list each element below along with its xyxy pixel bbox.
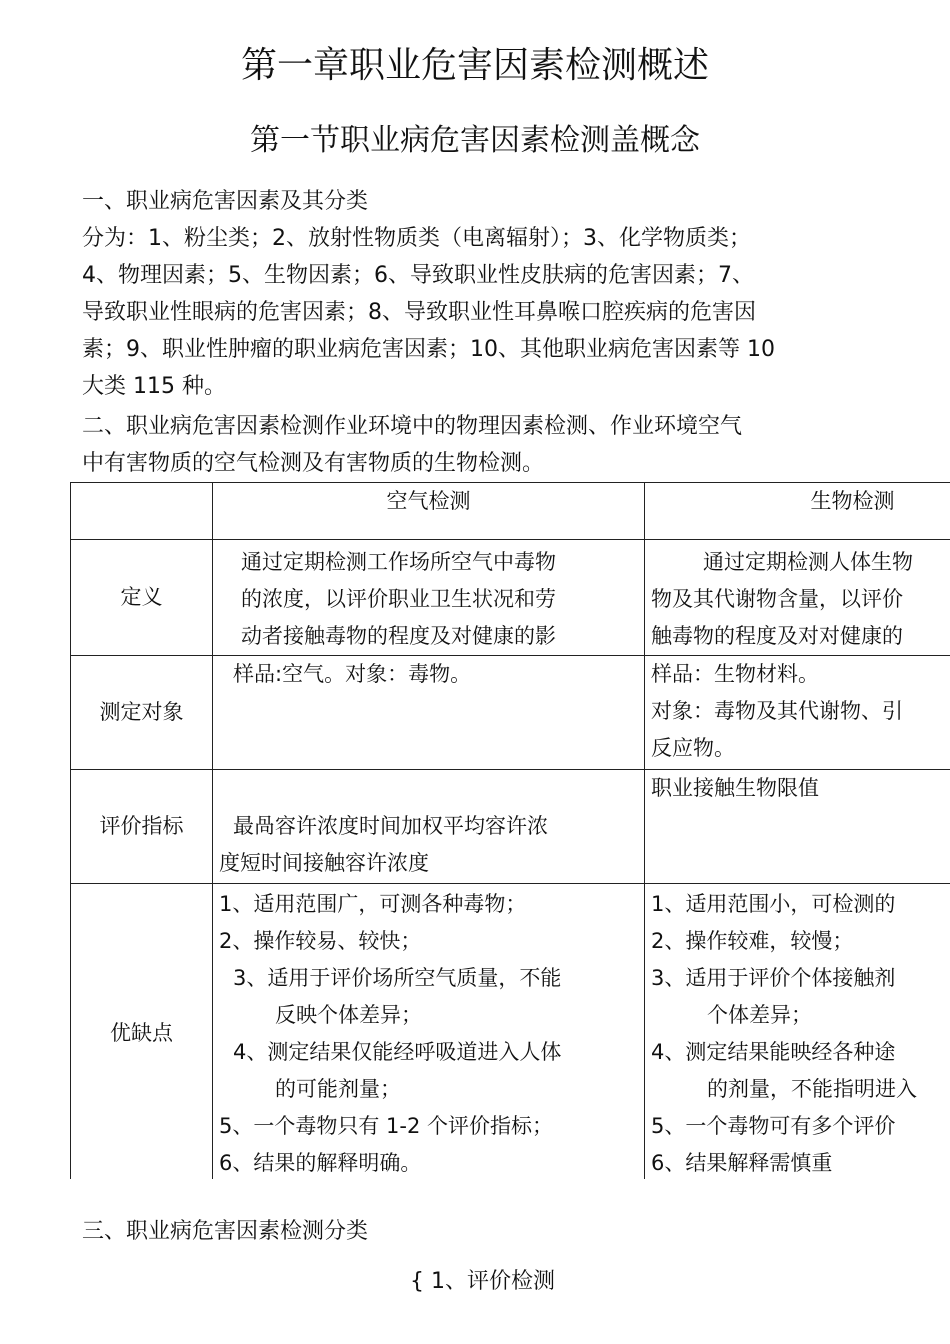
comparison-table [70, 482, 950, 1179]
cell-bio-evaluation: 职业接触生物限值 [645, 770, 950, 884]
row-label-pros-cons: 优缺点 [71, 884, 213, 1180]
header-cell-bio: 生物检测 [645, 483, 950, 540]
row-label-object: 测定对象 [71, 656, 213, 770]
page-title: 第一章职业危害因素检测概述 [240, 45, 709, 86]
cell-air-pros-cons: 1、适用范围广，可测各种毒物； 2、操作较易、较快； 3、适用于评价场所空气质量，不能 反映个体差异； 4、测定结果仅能经呼吸道进入人体 的可能剂量； 5、一个毒物只有 1-2 个评价指标； 6、结果的解释明确。 [213, 884, 645, 1180]
table-row [71, 884, 950, 1180]
paragraph-classification [82, 220, 872, 405]
text-line: 导致职业性眼病的危害因素；8、导致职业性耳鼻喉口腔疾病的危害因 [82, 300, 756, 325]
text-line: 分为：1、粉尘类；2、放射性物质类（电离辐射）；3、化学物质类； [82, 226, 751, 251]
text-line: 中有害物质的空气检测及有害物质的生物检测。 [82, 451, 545, 476]
cell-bio-definition: 通过定期检测人体生物 物及其代谢物含量，以评价 触毒物的程度及对对健康的 [645, 540, 950, 656]
cell-bio-object: 样品：生物材料。 对象：毒物及其代谢物、引 反应物。 [645, 656, 950, 770]
text-line: 大类 115 种。 [82, 374, 226, 399]
comparison-table-viewport [70, 482, 950, 1179]
cell-air-object: 样品:空气。对象：毒物。 [213, 656, 645, 770]
header-cell-air: 空气检测 [213, 483, 645, 540]
table-row [71, 770, 950, 884]
cell-bio-pros-cons: 1、适用范围小，可检测的 2、操作较难，较慢； 3、适用于评价个体接触剂 个体差异； 4、测定结果能映经各种途 的剂量，不能指明进入 5、一个毒物可有多个评价 6、结果解释需慎重 [645, 884, 950, 1180]
table-row [71, 656, 950, 770]
heading-classification: 一、职业病危害因素及其分类 [82, 189, 369, 214]
table-row [71, 540, 950, 656]
header-cell-empty [71, 483, 213, 540]
text-line: 4、物理因素；5、生物因素；6、导致职业性皮肤病的危害因素；7、 [82, 263, 754, 288]
heading-detection-categories: 三、职业病危害因素检测分类 [82, 1219, 369, 1244]
text-line: 素；9、职业性肿瘤的职业病危害因素；10、其他职业病危害因素等 10 [82, 337, 775, 362]
paragraph-detection [82, 408, 872, 482]
list-item-evaluation-detection: { 1、评价检测 [410, 1269, 555, 1294]
cell-air-definition: 通过定期检测工作场所空气中毒物 的浓度，以评价职业卫生状况和劳 动者接触毒物的程度及对健康的影 [213, 540, 645, 656]
table-header-row [71, 483, 950, 540]
row-label-definition: 定义 [71, 540, 213, 656]
row-label-evaluation: 评价指标 [71, 770, 213, 884]
text-line: 二、职业病危害因素检测作业环境中的物理因素检测、作业环境空气 [82, 414, 743, 439]
cell-air-evaluation: 最咼容许浓度时间加权平均容许浓 度短时间接触容许浓度 [213, 770, 645, 884]
section-title: 第一节职业病危害因素检测盖概念 [250, 123, 700, 158]
